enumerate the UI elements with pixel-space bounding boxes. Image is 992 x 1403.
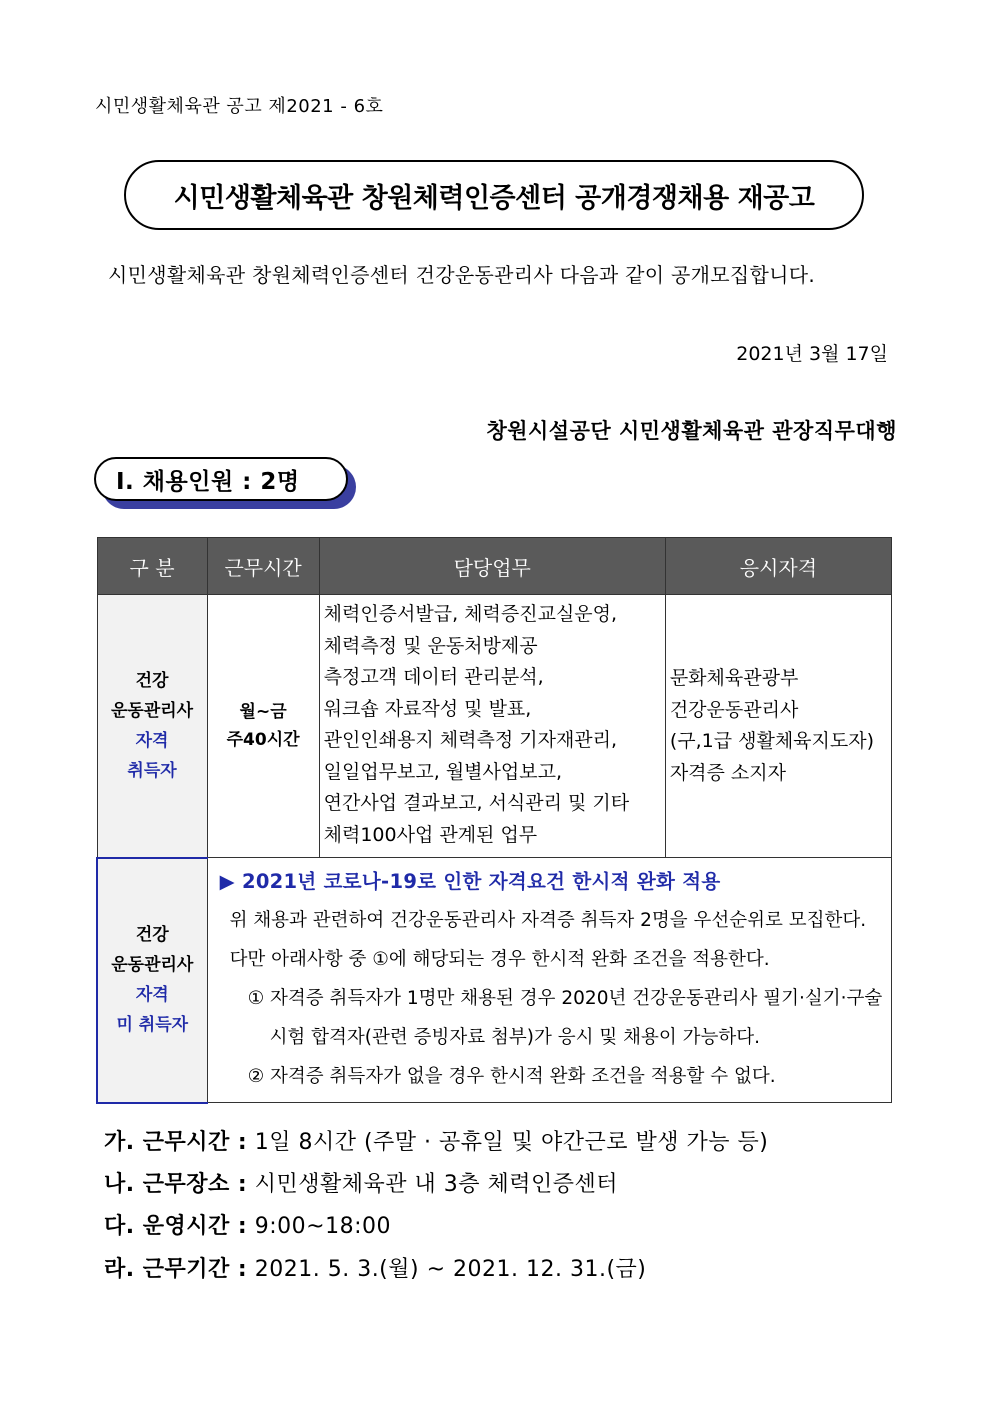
- category-line: 운동관리사: [110, 700, 194, 721]
- header-category: 구 분: [97, 538, 207, 595]
- category-line: 건강: [135, 925, 169, 945]
- info-value: 1일 8시간 (주말 · 공휴일 및 야간근로 발생 가능 등): [254, 1130, 769, 1155]
- table-row: [97, 858, 892, 1103]
- header-hours: 근무시간: [207, 538, 319, 595]
- info-value: 시민생활체육관 내 3층 체력인증센터: [254, 1172, 618, 1197]
- relief-heading: ▶ 2021년 코로나-19로 인한 자격요건 한시적 완화 적용: [219, 870, 721, 893]
- hours-line: 월~금: [239, 702, 287, 722]
- info-label: 가. 근무시간 :: [104, 1130, 248, 1155]
- header-qualification: 응시자격: [665, 538, 891, 595]
- duty-line: 체력인증서발급, 체력증진교실운영,: [323, 603, 618, 625]
- info-work-period: [104, 1252, 646, 1283]
- section-heading-label: Ⅰ. 채용인원 : 2명: [94, 457, 348, 501]
- category-line: 운동관리사: [111, 955, 194, 975]
- category-line: 건강: [135, 670, 169, 691]
- qualification-line: 건강운동관리사: [669, 698, 799, 721]
- hours-line: 주40시간: [226, 730, 300, 750]
- row2-relief-notice: [207, 858, 891, 1103]
- info-value: 2021. 5. 3.(월) ~ 2021. 12. 31.(금): [254, 1257, 647, 1282]
- relief-line: ① 자격증 취득자가 1명만 채용된 경우 2020년 건강운동관리사 필기·실기·구술: [247, 988, 883, 1009]
- duty-line: 연간사업 결과보고, 서식관리 및 기타: [323, 792, 630, 814]
- table-row: [97, 595, 892, 858]
- duty-line: 체력측정 및 운동처방제공: [323, 634, 538, 657]
- info-operating-hours: [104, 1209, 391, 1240]
- info-label: 나. 근무장소 :: [104, 1172, 248, 1197]
- row1-hours: [207, 595, 319, 858]
- relief-line: 위 채용과 관련하여 건강운동관리사 자격증 취득자 2명을 우선순위로 모집한다.: [229, 910, 867, 931]
- row1-duties: [319, 595, 665, 858]
- notice-number: 시민생활체육관 공고 제2021 - 6호: [95, 96, 384, 117]
- notice-date: 2021년 3월 17일: [736, 343, 888, 365]
- signer: 창원시설공단 시민생활체육관 관장직무대행: [486, 419, 897, 443]
- category-line: 자격: [135, 730, 169, 751]
- relief-line: ② 자격증 취득자가 없을 경우 한시적 완화 조건을 적용할 수 없다.: [247, 1066, 776, 1087]
- row2-category: [97, 858, 207, 1103]
- duty-line: 체력100사업 관계된 업무: [323, 823, 538, 846]
- category-line: 미 취득자: [116, 1015, 189, 1035]
- intro-text: 시민생활체육관 창원체력인증센터 건강운동관리사 다음과 같이 공개모집합니다.: [108, 263, 816, 287]
- page-title: 시민생활체육관 창원체력인증센터 공개경쟁채용 재공고: [124, 160, 864, 230]
- table-header-row: [97, 538, 892, 595]
- section-heading: [94, 457, 356, 509]
- duty-line: 워크숍 자료작성 및 발표,: [323, 697, 532, 720]
- info-work-hours: [104, 1125, 768, 1156]
- relief-line: 다만 아래사항 중 ①에 해당되는 경우 한시적 완화 조건을 적용한다.: [229, 949, 770, 970]
- info-work-place: [104, 1167, 618, 1198]
- duty-line: 측정고객 데이터 관리분석,: [323, 666, 544, 688]
- duty-line: 일일업무보고, 월별사업보고,: [323, 760, 562, 783]
- qualification-line: (구,1급 생활체육지도자): [669, 730, 875, 752]
- qualification-line: 문화체육관광부: [669, 667, 799, 689]
- info-label: 다. 운영시간 :: [104, 1214, 248, 1239]
- row1-category: [97, 595, 207, 858]
- category-line: 취득자: [127, 760, 177, 781]
- header-duties: 담당업무: [319, 538, 665, 595]
- row1-qualification: [665, 595, 891, 858]
- category-line: 자격: [135, 985, 169, 1005]
- info-value: 9:00~18:00: [254, 1214, 391, 1239]
- relief-line: 시험 합격자(관련 증빙자료 첨부)가 응시 및 채용이 가능하다.: [269, 1027, 760, 1048]
- recruitment-table: [96, 537, 892, 1104]
- info-label: 라. 근무기간 :: [104, 1257, 248, 1282]
- duty-line: 관인인쇄용지 체력측정 기자재관리,: [323, 729, 618, 751]
- qualification-line: 자격증 소지자: [669, 761, 786, 784]
